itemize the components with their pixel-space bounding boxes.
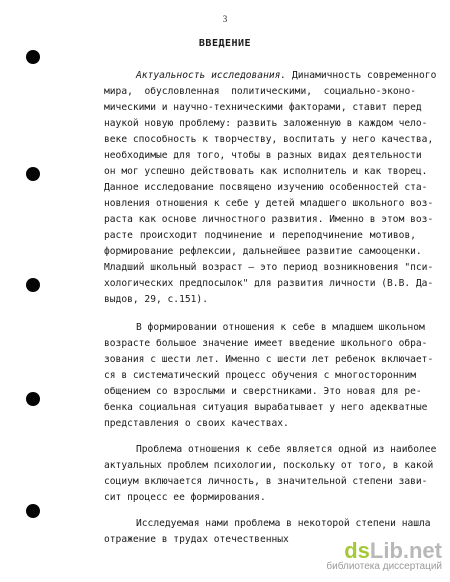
binder-hole-dot xyxy=(26,167,40,181)
italic-lead: Актуальность исследования. xyxy=(136,70,287,81)
text-line: В формировании отношения к себе в младшем школьном xyxy=(136,322,425,333)
text-line: Младший школьный возраст — это период возникновения "пси- xyxy=(104,262,434,273)
dslib-watermark xyxy=(322,538,442,572)
text-line: Проблема отношения к себе является одной из наиболее xyxy=(136,444,437,455)
section-heading: ВВЕДЕНИЕ xyxy=(198,38,252,49)
text-line: новления отношения к себе у детей младшего школьного воз- xyxy=(104,198,434,209)
binder-hole-dot xyxy=(26,50,40,64)
text-line: бенка социальная ситуация вырабатывает у него адекватные xyxy=(104,402,428,413)
text-line: возрасте большое значение имеет введение школьного обра- xyxy=(104,338,428,349)
text-line: необходимые для того, чтобы в разных видах деятельности xyxy=(104,150,422,161)
text-line: он мог успешно действовать как исполнитель и как творец. xyxy=(104,166,428,177)
binder-hole-dot xyxy=(26,392,40,406)
text-line: социум включается личность, в значительной степени зави- xyxy=(104,476,428,487)
text-line: раста как основе личностного развития. Именно в этом воз- xyxy=(104,214,434,225)
text-line: наукой новую проблему: развить заложенную в каждом чело- xyxy=(104,118,428,129)
text-line: веке способность к творчеству, воспитать у него качества, xyxy=(104,134,434,145)
text-line: расте происходит подчинение и переподчинение мотивов, xyxy=(104,230,416,241)
text-line: зования с шести лет. Именно с шести лет ребенок включает- xyxy=(104,354,434,365)
page-number: 3 xyxy=(222,14,228,24)
text-line: Исследуемая нами проблема в некоторой степени нашла xyxy=(136,518,431,529)
text-line: мира, обусловленная политическими, социально-эконо- xyxy=(104,86,416,97)
text-line: мическими и научно-техническими факторами, ставит перед xyxy=(104,102,422,113)
text-line: формирование рефлексии, дальнейшее развитие самооценки. xyxy=(104,246,422,257)
text-line: сит процесс ее формирования. xyxy=(104,492,266,503)
text-line: хологических предпосылок" для развития личности (В.В. Да- xyxy=(104,278,434,289)
text-line: Данное исследование посвящено изучению особенностей ста- xyxy=(104,182,428,193)
binder-hole-dot xyxy=(26,504,40,518)
binder-hole-dot xyxy=(26,278,40,292)
watermark-subtitle: библиотека диссертаций xyxy=(326,561,442,572)
text-line: представления о своих качествах. xyxy=(104,418,289,429)
text-line: Актуальность исследования. Динамичность современного xyxy=(136,70,437,81)
text-line: ся в систематический процесс обучения с многосторонним xyxy=(104,370,416,381)
text-line: выдов, 29, с.151). xyxy=(104,294,208,305)
text-line: общением со взрослыми и сверстниками. Это новая для ре- xyxy=(104,386,422,397)
watermark-logo: dsLib.net xyxy=(344,538,442,563)
text-line: актуальных проблем психологии, поскольку от того, в какой xyxy=(104,460,434,471)
text-line: отражение в трудах отечественных xyxy=(104,534,289,545)
